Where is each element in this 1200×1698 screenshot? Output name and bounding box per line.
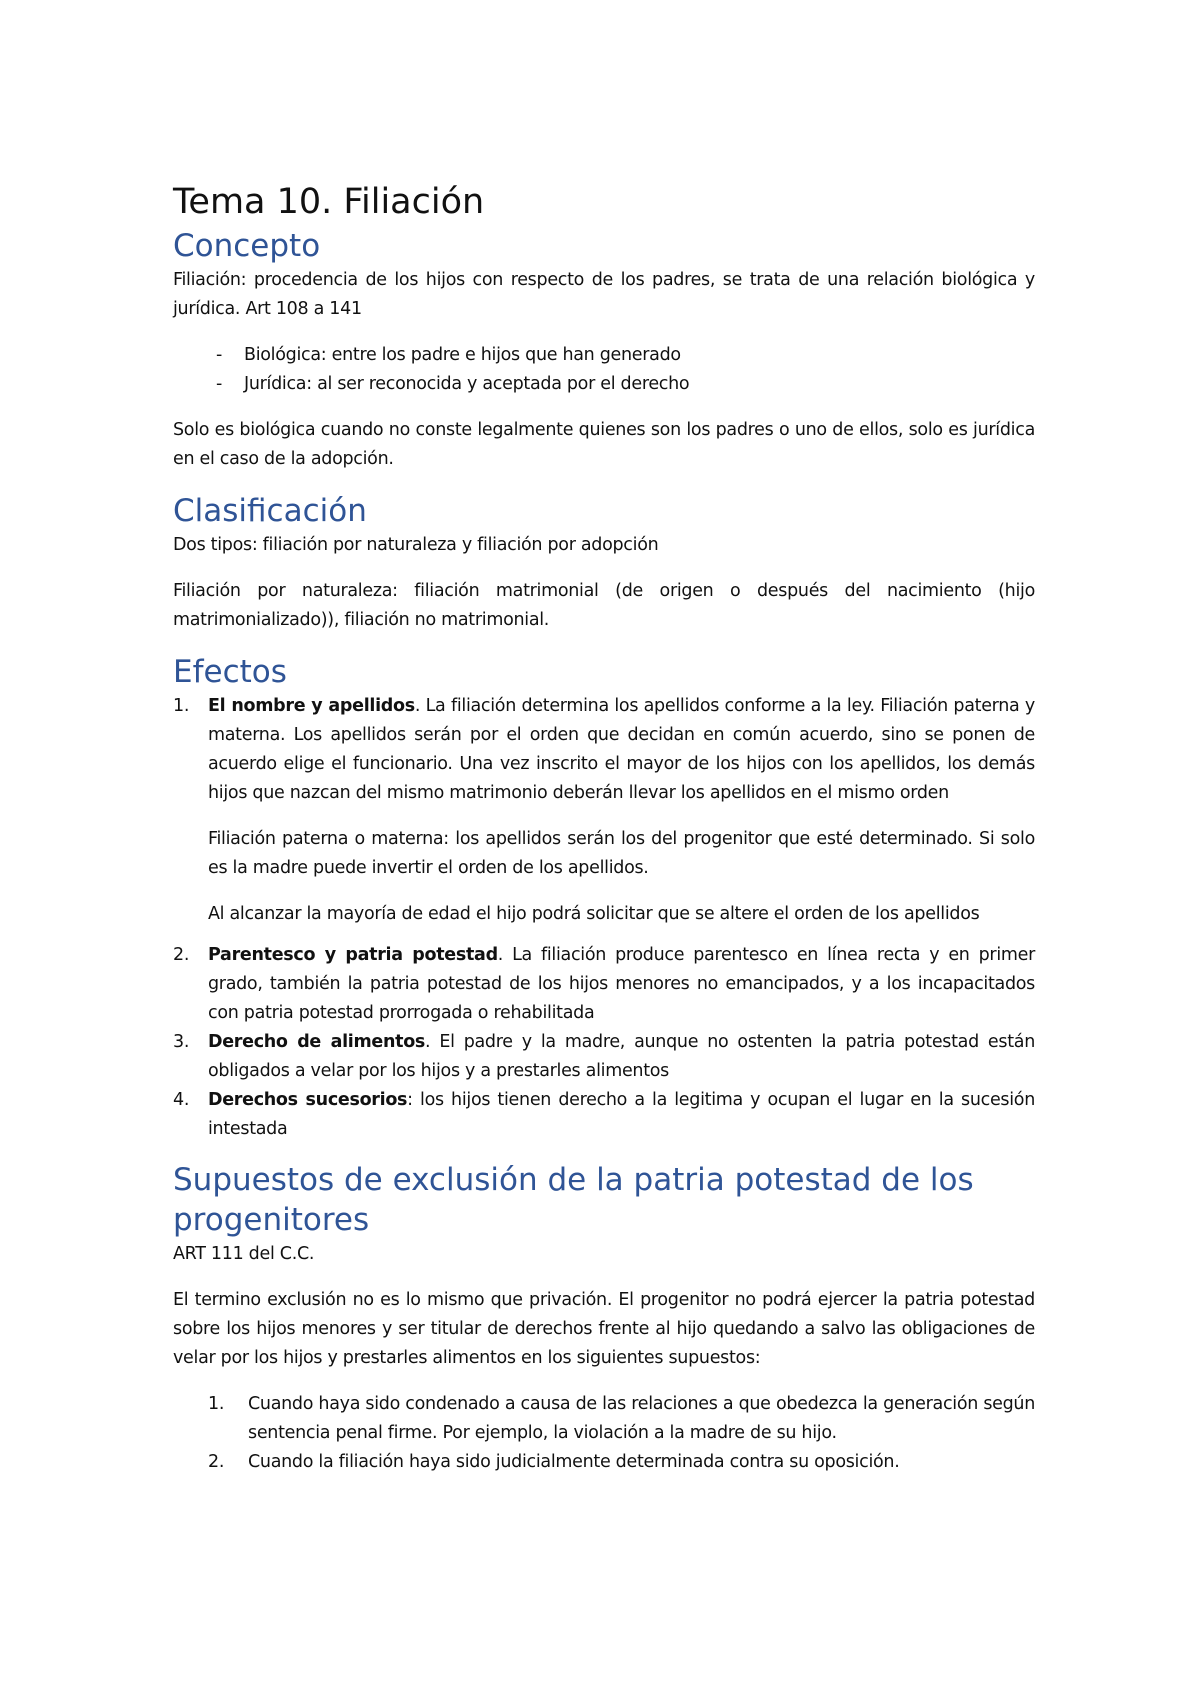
dash-bullet: - xyxy=(216,374,223,394)
list-item: 3. Derecho de alimentos. El padre y la madre, aunque no ostenten la patria potestad están obligados a velar por los hijos y a prestarles alimentos xyxy=(173,1028,1035,1086)
item-number: 1. xyxy=(208,1394,225,1414)
heading-clasificacion: Clasificación xyxy=(173,493,367,529)
heading-exclusion: Supuestos de exclusión de la patria potestad de los progenitores xyxy=(173,1162,974,1238)
list-item: - Biológica: entre los padre e hijos que han generado xyxy=(173,341,1035,370)
exclusion-intro: El termino exclusión no es lo mismo que privación. El progenitor no podrá ejercer la patria potestad sobre los hijos menores y ser titular de derechos frente al hijo quedando a salvo las obligaciones de velar por los hijos y prestarles alimentos en los siguientes supuestos: xyxy=(173,1290,1035,1368)
document-body xyxy=(173,178,1035,1477)
exclusion-ref: ART 111 del C.C. xyxy=(173,1244,315,1264)
item-number: 4. xyxy=(173,1090,190,1110)
list-item: - Jurídica: al ser reconocida y aceptada por el derecho xyxy=(173,370,1035,399)
item-number: 1. xyxy=(173,696,190,716)
item-title: Derecho de alimentos xyxy=(208,1032,426,1052)
concepto-closing: Solo es biológica cuando no conste legalmente quienes son los padres o uno de ellos, solo es jurídica en el caso de la adopción. xyxy=(173,420,1035,469)
list-item: 2. Cuando la filiación haya sido judicialmente determinada contra su oposición. xyxy=(173,1448,1035,1477)
item-subparagraph: Filiación paterna o materna: los apellidos serán los del progenitor que esté determinado. Si solo es la madre puede invertir el orden de los apellidos. xyxy=(208,829,1035,878)
document-title: Tema 10. Filiación xyxy=(173,182,485,222)
item-number: 3. xyxy=(173,1032,190,1052)
exclusion-list xyxy=(173,1390,1035,1477)
heading-concepto: Concepto xyxy=(173,228,321,264)
list-item: 1. Cuando haya sido condenado a causa de las relaciones a que obedezca la generación según sentencia penal firme. Por ejemplo, la violación a la madre de su hijo. xyxy=(173,1390,1035,1448)
clasificacion-detail: Filiación por naturaleza: filiación matrimonial (de origen o después del nacimiento (hijo matrimonializado)), filiación no matrimonial. xyxy=(173,581,1035,630)
item-number: 2. xyxy=(208,1452,225,1472)
item-title: El nombre y apellidos xyxy=(208,696,415,716)
list-item: 1. El nombre y apellidos. La filiación determina los apellidos conforme a la ley. Filiación paterna y materna. Los apellidos serán por el orden que decidan en común acuerdo, sino se ponen de acuerdo elige el funcionario. Una vez inscrito el mayor de los hijos con los apellidos, los demás hijos que nazcan del mismo matrimonio deberán llevar los apellidos en el mismo orden Filiación paterna o materna: los apellidos serán los del progenitor que esté determinado. Si solo es la madre puede invertir el orden de los apellidos. Al alcanzar la mayoría de edad el hijo podrá solicitar que se altere el orden de los apellidos xyxy=(173,692,1035,929)
clasificacion-intro: Dos tipos: filiación por naturaleza y filiación por adopción xyxy=(173,535,659,555)
heading-efectos: Efectos xyxy=(173,654,287,690)
concepto-intro: Filiación: procedencia de los hijos con respecto de los padres, se trata de una relación biológica y jurídica. Art 108 a 141 xyxy=(173,270,1035,319)
item-subparagraph: Al alcanzar la mayoría de edad el hijo podrá solicitar que se altere el orden de los apellidos xyxy=(208,904,980,924)
item-title: Parentesco y patria potestad xyxy=(208,945,498,965)
item-title: Derechos sucesorios xyxy=(208,1090,408,1110)
efectos-list xyxy=(173,692,1035,1144)
dash-bullet: - xyxy=(216,345,223,365)
list-item: 4. Derechos sucesorios: los hijos tienen derecho a la legitima y ocupan el lugar en la sucesión intestada xyxy=(173,1086,1035,1144)
item-number: 2. xyxy=(173,945,190,965)
list-item: 2. Parentesco y patria potestad. La filiación produce parentesco en línea recta y en primer grado, también la patria potestad de los hijos menores no emancipados, y a los incapacitados con patria potestad prorrogada o rehabilitada xyxy=(173,941,1035,1028)
concepto-list xyxy=(173,341,1035,399)
